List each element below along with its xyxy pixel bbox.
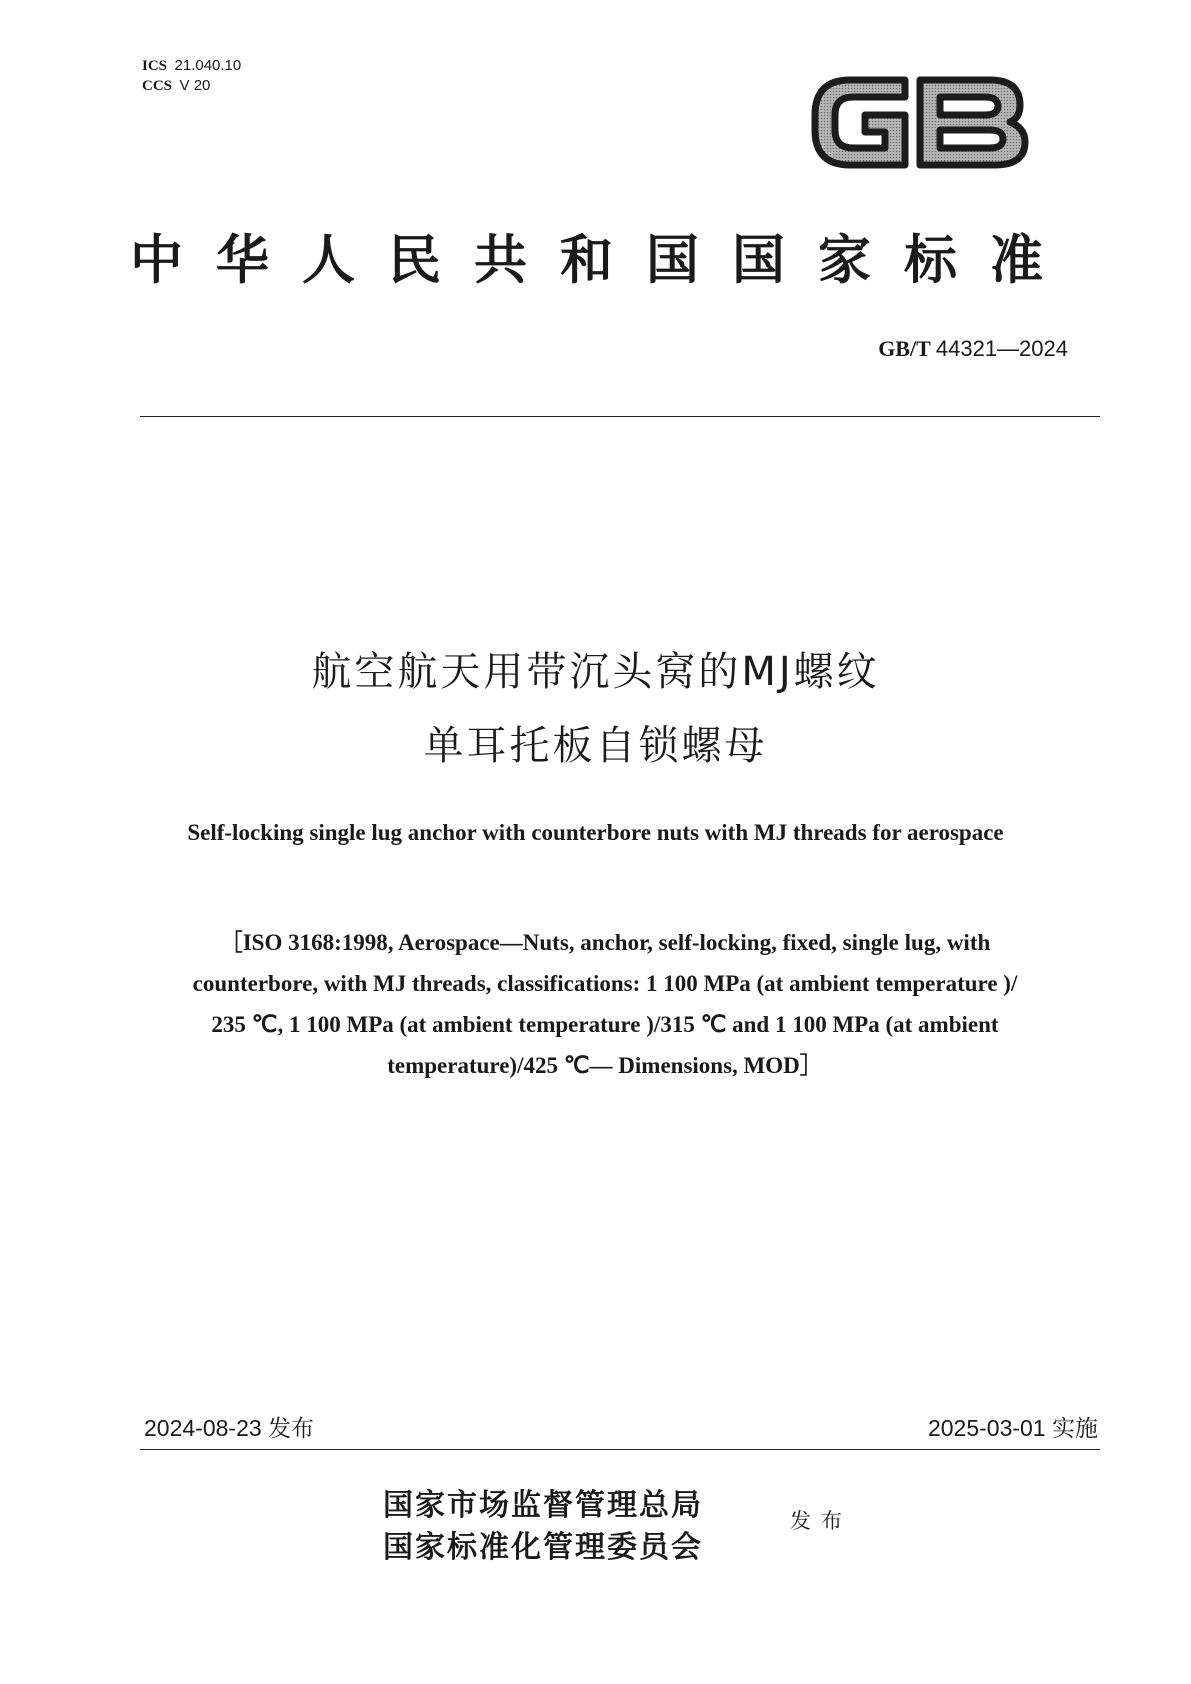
classification-codes <box>142 56 241 96</box>
issuing-authorities <box>383 1485 703 1569</box>
iso-reference-line: 235 ℃, 1 100 MPa (at ambient temperature )/315 ℃ and 1 100 MPa (at ambient <box>211 1012 999 1037</box>
issuer-sac: 国家标准化管理委员会 <box>383 1530 703 1565</box>
ccs-code: CCS V 20 <box>142 77 211 94</box>
english-title: Self-locking single lug anchor with counterbore nuts with MJ threads for aerospace <box>187 820 1004 845</box>
gb-logo-icon <box>805 60 1035 180</box>
issue-label: 发布 <box>790 1509 852 1533</box>
iso-reference <box>125 922 1085 1086</box>
national-standard-title: 中华人民共和国国家标准 <box>130 229 1076 291</box>
publish-date: 2024-08-23 发布 <box>144 1415 315 1441</box>
standard-number: GB/T 44321—2024 <box>878 336 1068 361</box>
iso-reference-line: temperature)/425 ℃— Dimensions, MOD］ <box>387 1053 823 1078</box>
implement-date: 2025-03-01 实施 <box>927 1415 1098 1441</box>
top-divider <box>140 416 1100 417</box>
issuer-samr: 国家市场监督管理总局 <box>383 1488 703 1523</box>
bottom-divider <box>140 1449 1100 1450</box>
ics-code: ICS 21.040.10 <box>142 57 242 74</box>
iso-reference-line: counterbore, with MJ threads, classifications: 1 100 MPa (at ambient temperature )/ <box>192 971 1018 996</box>
iso-reference-line: ［ISO 3168:1998, Aerospace—Nuts, anchor, self-locking, fixed, single lug, with <box>219 930 991 955</box>
chinese-title-line-2: 单耳托板自锁螺母 <box>423 723 768 769</box>
chinese-title-line-1: 航空航天用带沉头窝的MJ螺纹 <box>311 649 880 695</box>
